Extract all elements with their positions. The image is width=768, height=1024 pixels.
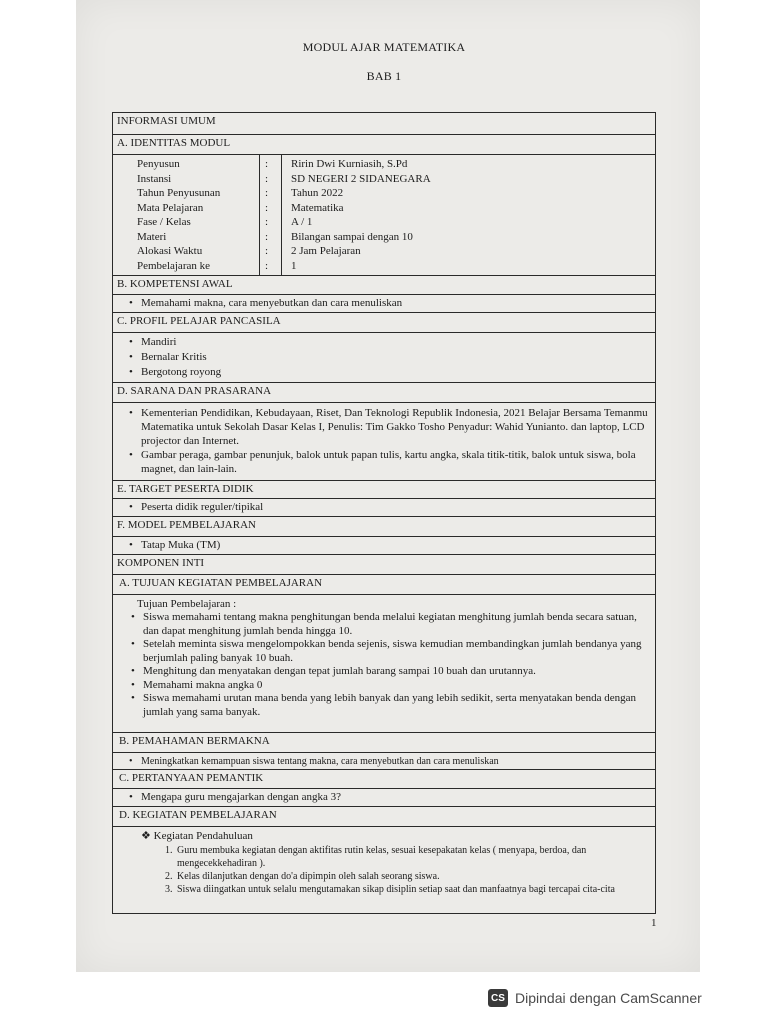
chapter-title: BAB 1 bbox=[366, 69, 402, 83]
identitas-row-label: Instansi bbox=[137, 172, 172, 185]
informasi-umum-header bbox=[113, 113, 655, 135]
identitas-row-label: Fase / Kelas bbox=[137, 216, 191, 228]
list-item: • Gambar peraga, gambar penunjuk, balok untuk papan tulis, kartu angka, skala titik-titik, balok untuk siswa, bola magnet, dan lain-lain. bbox=[125, 448, 649, 476]
identitas-row-colon: : bbox=[265, 259, 269, 272]
list-item: • Mandiri bbox=[125, 335, 655, 350]
kegiatan-subheader bbox=[113, 827, 655, 843]
diamond-bullet-icon: ❖ bbox=[141, 830, 151, 842]
list-item: 1. Guru membuka kegiatan dengan aktifitas rutin kelas, sesuai kesepakatan kelas ( menyapa, berdoa, dan mengecekkehadiran ). bbox=[175, 844, 647, 870]
identitas-row bbox=[113, 231, 655, 243]
identitas-row-label: Materi bbox=[137, 230, 167, 243]
identitas-row-value: Ririn Dwi Kurniasih, S.Pd bbox=[291, 158, 408, 170]
camscanner-label: Dipindai dengan CamScanner bbox=[515, 990, 702, 1006]
kompetensi-header bbox=[113, 276, 655, 295]
model-label: F. MODEL PEMBELAJARAN bbox=[117, 519, 256, 531]
komponen-inti-label: KOMPONEN INTI bbox=[117, 557, 205, 569]
model-header bbox=[113, 517, 655, 537]
identitas-row-colon: : bbox=[265, 172, 269, 185]
identitas-row-label: Pembelajaran ke bbox=[137, 259, 210, 272]
model-body bbox=[113, 537, 655, 555]
identitas-row bbox=[113, 158, 655, 170]
identitas-row-value: Bilangan sampai dengan 10 bbox=[291, 230, 413, 243]
informasi-umum-label: INFORMASI UMUM bbox=[117, 115, 216, 127]
list-item: • Memahami makna, cara menyebutkan dan cara menuliskan bbox=[125, 297, 655, 310]
komponen-inti-header bbox=[113, 555, 655, 575]
pemahaman-body bbox=[113, 753, 655, 770]
identitas-header bbox=[113, 135, 655, 155]
kompetensi-body bbox=[113, 295, 655, 313]
identitas-row bbox=[113, 245, 655, 257]
profil-body bbox=[113, 333, 655, 383]
identitas-row-colon: : bbox=[265, 230, 269, 243]
identitas-row-label: Tahun Penyusunan bbox=[137, 187, 221, 199]
target-header bbox=[113, 481, 655, 499]
list-item: • Siswa memahami tentang makna penghitungan benda melalui kegiatan menghitung jumlah benda secara satuan, dan dapat menghitung jumlah benda hingga 10. bbox=[127, 611, 649, 638]
list-item: • Menghitung dan menyatakan dengan tepat jumlah barang sampai 10 buah dan urutannya. bbox=[127, 665, 649, 679]
target-body bbox=[113, 499, 655, 517]
tujuan-header bbox=[113, 575, 655, 595]
tujuan-intro: Tujuan Pembelajaran : bbox=[137, 598, 237, 610]
profil-header bbox=[113, 313, 655, 333]
sarana-label: D. SARANA DAN PRASARANA bbox=[117, 385, 272, 397]
identitas-row-value: Matematika bbox=[291, 201, 344, 214]
sarana-header bbox=[113, 383, 655, 403]
identitas-row bbox=[113, 216, 655, 228]
identitas-row-value: Tahun 2022 bbox=[291, 187, 344, 199]
document-title: MODUL AJAR MATEMATIKA bbox=[302, 40, 466, 54]
identitas-row-colon: : bbox=[265, 216, 269, 228]
list-item: • Bernalar Kritis bbox=[125, 350, 655, 365]
list-item: • Meningkatkan kemampuan siswa tentang makna, cara menyebutkan dan cara menuliskan bbox=[125, 755, 655, 768]
identitas-row bbox=[113, 260, 655, 272]
identitas-row-colon: : bbox=[265, 187, 269, 199]
list-item: • Setelah meminta siswa mengelompokkan benda sejenis, siswa kemudian membandingkan jumlah bendanya yang berjumlah paling banyak 10 buah. bbox=[127, 638, 649, 665]
identitas-row-value: SD NEGERI 2 SIDANEGARA bbox=[291, 172, 431, 185]
pertanyaan-label: C. PERTANYAAN PEMANTIK bbox=[119, 772, 264, 784]
identitas-row-colon: : bbox=[265, 158, 269, 170]
list-item: • Siswa memahami urutan mana benda yang lebih banyak dan yang lebih sedikit, serta menyatakan benda dengan jumlah yang sama banyak. bbox=[127, 692, 649, 719]
page-number: 1 bbox=[651, 917, 657, 929]
profil-label: C. PROFIL PELAJAR PANCASILA bbox=[117, 315, 281, 327]
identitas-row-colon: : bbox=[265, 201, 269, 214]
list-item: • Mengapa guru mengajarkan dengan angka 3? bbox=[125, 791, 655, 804]
kegiatan-header bbox=[113, 807, 655, 827]
list-item: • Kementerian Pendidikan, Kebudayaan, Riset, Dan Teknologi Republik Indonesia, 2021 Belajar Bersama Temanmu Matematika untuk Sekolah Dasar Kelas I, Penulis: Tim Gakko Tosho Penyadur: Wahid Yunianto. dan laptop, LCD projector dan Internet. bbox=[125, 406, 649, 448]
list-item: • Peserta didik reguler/tipikal bbox=[125, 501, 655, 514]
tujuan-label: A. TUJUAN KEGIATAN PEMBELAJARAN bbox=[119, 577, 323, 589]
identitas-row-label: Penyusun bbox=[137, 158, 180, 170]
kompetensi-label: B. KOMPETENSI AWAL bbox=[117, 278, 233, 290]
list-item: • Tatap Muka (TM) bbox=[125, 539, 655, 552]
identitas-row-value: 2 Jam Pelajaran bbox=[291, 245, 361, 257]
identitas-row bbox=[113, 187, 655, 199]
pertanyaan-header bbox=[113, 770, 655, 789]
identitas-row bbox=[113, 173, 655, 185]
kegiatan-subheader-label: Kegiatan Pendahuluan bbox=[153, 830, 253, 842]
pemahaman-label: B. PEMAHAMAN BERMAKNA bbox=[119, 735, 270, 747]
identitas-row-label: Alokasi Waktu bbox=[137, 245, 203, 257]
tujuan-body bbox=[113, 595, 655, 733]
identitas-row-colon: : bbox=[265, 245, 269, 257]
pertanyaan-body bbox=[113, 789, 655, 807]
camscanner-badge bbox=[488, 988, 702, 1008]
identitas-table bbox=[113, 155, 655, 276]
identitas-row-value: 1 bbox=[291, 259, 297, 272]
kegiatan-label: D. KEGIATAN PEMBELAJARAN bbox=[119, 809, 277, 821]
module-table bbox=[112, 112, 656, 914]
sarana-body bbox=[113, 403, 655, 481]
identitas-row-label: Mata Pelajaran bbox=[137, 201, 204, 214]
list-item: 2. Kelas dilanjutkan dengan do'a dipimpin oleh salah seorang siswa. bbox=[175, 870, 647, 883]
pemahaman-header bbox=[113, 733, 655, 753]
identitas-row-value: A / 1 bbox=[291, 216, 313, 228]
target-label: E. TARGET PESERTA DIDIK bbox=[117, 483, 254, 495]
camscanner-logo-icon: CS bbox=[488, 989, 508, 1007]
list-item: • Memahami makna angka 0 bbox=[127, 679, 649, 693]
list-item: 3. Siswa diingatkan untuk selalu mengutamakan sikap disiplin setiap saat dan manfaatnya bagi tercapai cita-cita bbox=[175, 883, 647, 896]
list-item: • Bergotong royong bbox=[125, 365, 655, 380]
identitas-row bbox=[113, 202, 655, 214]
identitas-label: A. IDENTITAS MODUL bbox=[117, 137, 231, 149]
kegiatan-body bbox=[113, 827, 655, 913]
